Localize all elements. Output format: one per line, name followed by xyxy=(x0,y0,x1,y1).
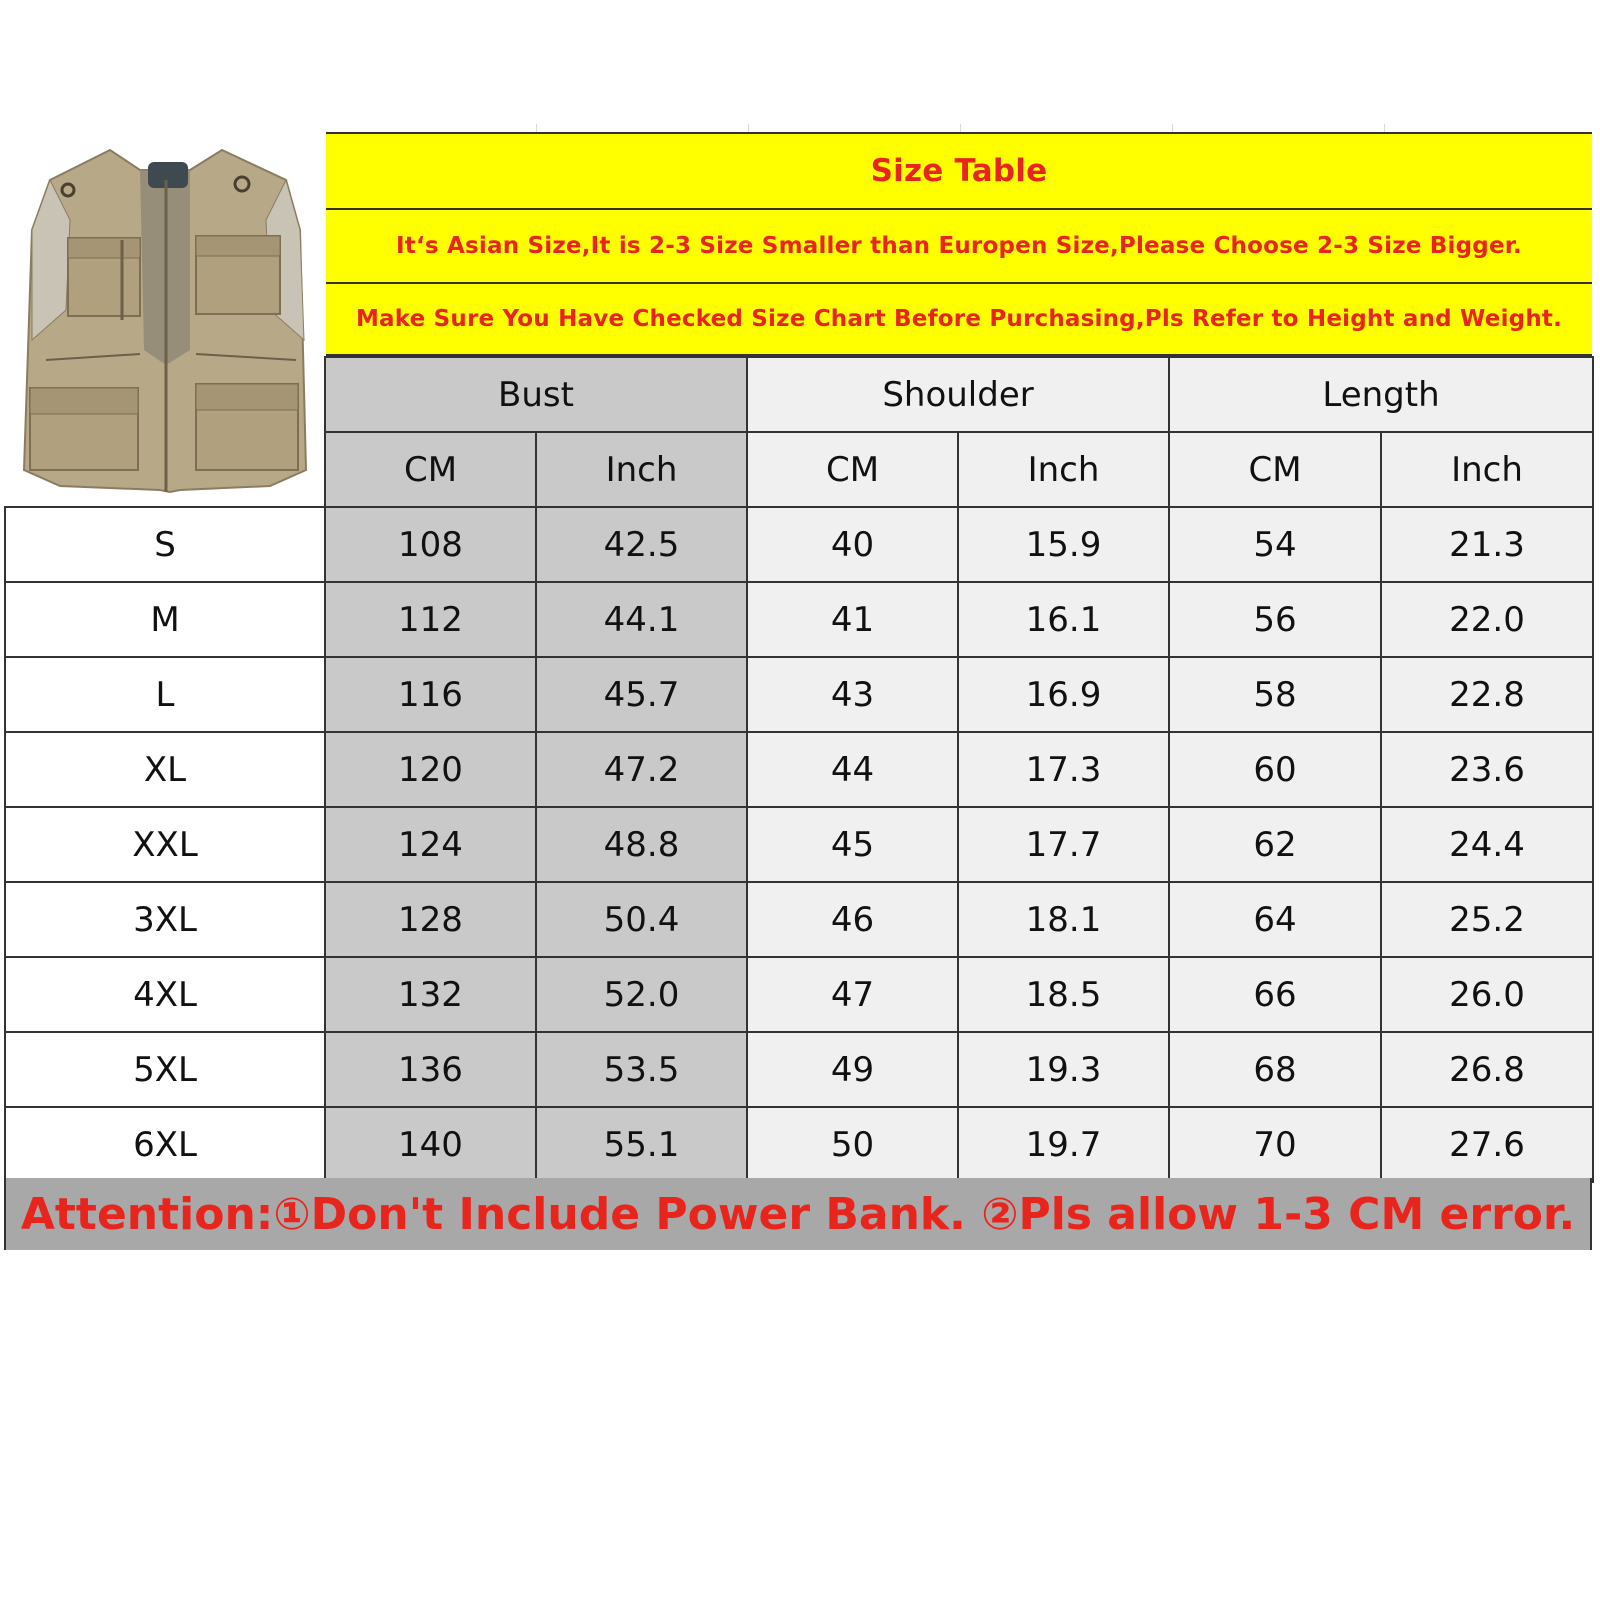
size-label: 3XL xyxy=(5,882,325,957)
cell-bust-inch: 52.0 xyxy=(536,957,747,1032)
cell-length-cm: 66 xyxy=(1169,957,1381,1032)
group-header-bust: Bust xyxy=(325,357,747,432)
attention-notice: Attention:①Don't Include Power Bank. ②Pls allow 1-3 CM error. xyxy=(4,1178,1592,1250)
column-tick xyxy=(1172,124,1173,132)
unit-header-bust-inch: Inch xyxy=(536,432,747,507)
table-row xyxy=(5,657,1593,732)
cell-shoulder-cm: 45 xyxy=(747,807,958,882)
cell-shoulder-inch: 16.1 xyxy=(958,582,1169,657)
unit-header-shoulder-cm: CM xyxy=(747,432,958,507)
khaki-fishing-vest-image xyxy=(10,140,322,502)
cell-length-cm: 58 xyxy=(1169,657,1381,732)
cell-shoulder-cm: 44 xyxy=(747,732,958,807)
group-header-shoulder: Shoulder xyxy=(747,357,1169,432)
unit-header-bust-cm: CM xyxy=(325,432,536,507)
cell-bust-inch: 44.1 xyxy=(536,582,747,657)
cell-length-cm: 70 xyxy=(1169,1107,1381,1182)
cell-bust-inch: 48.8 xyxy=(536,807,747,882)
size-label: S xyxy=(5,507,325,582)
size-label: 6XL xyxy=(5,1107,325,1182)
check-size-chart-note: Make Sure You Have Checked Size Chart Before Purchasing,Pls Refer to Height and Weight. xyxy=(326,282,1592,356)
table-row xyxy=(5,807,1593,882)
cell-length-cm: 64 xyxy=(1169,882,1381,957)
cell-length-cm: 56 xyxy=(1169,582,1381,657)
column-tick xyxy=(536,124,537,132)
cell-bust-cm: 120 xyxy=(325,732,536,807)
cell-shoulder-cm: 50 xyxy=(747,1107,958,1182)
cell-length-inch: 23.6 xyxy=(1381,732,1593,807)
table-row xyxy=(5,882,1593,957)
unit-header-length-inch: Inch xyxy=(1381,432,1593,507)
asian-size-note: It‘s Asian Size,It is 2-3 Size Smaller than Europen Size,Please Choose 2-3 Size Bigger. xyxy=(326,208,1592,282)
unit-header-length-cm: CM xyxy=(1169,432,1381,507)
cell-shoulder-inch: 16.9 xyxy=(958,657,1169,732)
cell-shoulder-inch: 18.5 xyxy=(958,957,1169,1032)
column-tick xyxy=(1384,124,1385,132)
cell-shoulder-inch: 15.9 xyxy=(958,507,1169,582)
cell-bust-inch: 42.5 xyxy=(536,507,747,582)
cell-bust-inch: 53.5 xyxy=(536,1032,747,1107)
cell-shoulder-cm: 47 xyxy=(747,957,958,1032)
size-label: XL xyxy=(5,732,325,807)
cell-bust-cm: 108 xyxy=(325,507,536,582)
cell-length-cm: 68 xyxy=(1169,1032,1381,1107)
cell-length-inch: 24.4 xyxy=(1381,807,1593,882)
size-label: L xyxy=(5,657,325,732)
size-label: M xyxy=(5,582,325,657)
column-tick xyxy=(748,124,749,132)
cell-shoulder-cm: 41 xyxy=(747,582,958,657)
cell-length-inch: 25.2 xyxy=(1381,882,1593,957)
table-row xyxy=(5,507,1593,582)
cell-shoulder-cm: 49 xyxy=(747,1032,958,1107)
cell-bust-inch: 47.2 xyxy=(536,732,747,807)
cell-length-inch: 21.3 xyxy=(1381,507,1593,582)
cell-shoulder-cm: 43 xyxy=(747,657,958,732)
cell-bust-cm: 128 xyxy=(325,882,536,957)
column-tick xyxy=(960,124,961,132)
size-table-title: Size Table xyxy=(326,132,1592,208)
cell-length-inch: 26.0 xyxy=(1381,957,1593,1032)
cell-bust-cm: 116 xyxy=(325,657,536,732)
group-header-length: Length xyxy=(1169,357,1593,432)
size-label: 5XL xyxy=(5,1032,325,1107)
table-row xyxy=(5,1032,1593,1107)
cell-shoulder-inch: 17.7 xyxy=(958,807,1169,882)
cell-length-inch: 27.6 xyxy=(1381,1107,1593,1182)
cell-shoulder-cm: 40 xyxy=(747,507,958,582)
cell-shoulder-inch: 19.3 xyxy=(958,1032,1169,1107)
unit-header-shoulder-inch: Inch xyxy=(958,432,1169,507)
cell-shoulder-cm: 46 xyxy=(747,882,958,957)
table-row xyxy=(5,1107,1593,1182)
cell-length-inch: 26.8 xyxy=(1381,1032,1593,1107)
cell-length-cm: 54 xyxy=(1169,507,1381,582)
table-row xyxy=(5,732,1593,807)
size-label: 4XL xyxy=(5,957,325,1032)
cell-bust-inch: 50.4 xyxy=(536,882,747,957)
cell-bust-inch: 45.7 xyxy=(536,657,747,732)
cell-bust-cm: 140 xyxy=(325,1107,536,1182)
cell-bust-inch: 55.1 xyxy=(536,1107,747,1182)
cell-length-inch: 22.0 xyxy=(1381,582,1593,657)
cell-length-cm: 62 xyxy=(1169,807,1381,882)
cell-length-inch: 22.8 xyxy=(1381,657,1593,732)
cell-shoulder-inch: 19.7 xyxy=(958,1107,1169,1182)
cell-shoulder-inch: 17.3 xyxy=(958,732,1169,807)
cell-shoulder-inch: 18.1 xyxy=(958,882,1169,957)
cell-bust-cm: 112 xyxy=(325,582,536,657)
cell-bust-cm: 136 xyxy=(325,1032,536,1107)
table-row xyxy=(5,957,1593,1032)
cell-bust-cm: 132 xyxy=(325,957,536,1032)
size-label: XXL xyxy=(5,807,325,882)
cell-length-cm: 60 xyxy=(1169,732,1381,807)
table-row xyxy=(5,582,1593,657)
cell-bust-cm: 124 xyxy=(325,807,536,882)
